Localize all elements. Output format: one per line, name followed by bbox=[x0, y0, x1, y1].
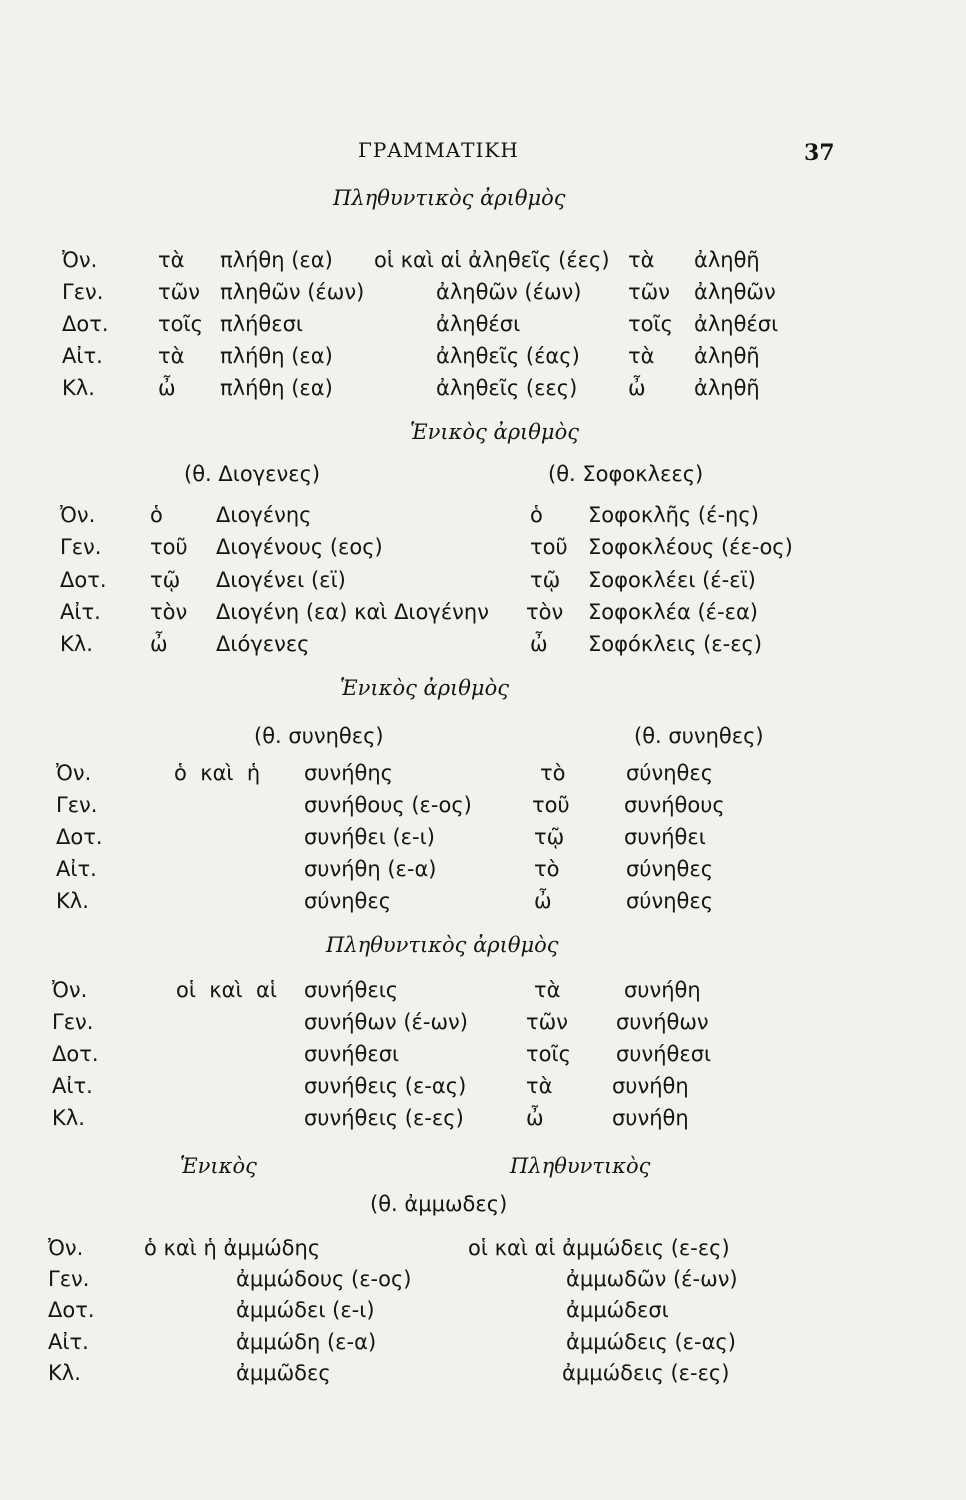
form: Διογένει (εϊ) bbox=[216, 568, 346, 592]
article: ὁ καὶ ἡ bbox=[174, 761, 261, 785]
case-label: Δοτ. bbox=[62, 312, 109, 336]
theme-note: (θ. Σοφοκλεες) bbox=[548, 462, 704, 486]
case-label: Γεν. bbox=[62, 280, 104, 304]
article: τὸ bbox=[540, 761, 566, 785]
case-label: Αἰτ. bbox=[62, 344, 103, 368]
form: οἱ καὶ αἱ ἀμμώδεις (ε-ες) bbox=[468, 1236, 730, 1260]
form: συνήθης bbox=[304, 761, 393, 785]
section-heading: Ἑνικὸς ἀριθμὸς bbox=[340, 676, 509, 700]
form: Σοφοκλέα (έ-εα) bbox=[588, 600, 758, 624]
form: συνήθων bbox=[616, 1010, 709, 1034]
form: ἀμμῶδες bbox=[236, 1361, 331, 1385]
article: τοῦ bbox=[532, 793, 570, 817]
form: ἀμμώδους (ε-ος) bbox=[236, 1267, 412, 1291]
case-label: Κλ. bbox=[62, 376, 95, 400]
case-label: Ὀν. bbox=[56, 761, 92, 785]
form: σύνηθες bbox=[626, 889, 714, 913]
case-label: Κλ. bbox=[60, 632, 93, 656]
case-label: Κλ. bbox=[48, 1361, 81, 1385]
form: οἱ καὶ αἱ ἀληθεῖς (έες) bbox=[374, 248, 610, 272]
case-label: Κλ. bbox=[56, 889, 89, 913]
form: Σοφόκλεις (ε-ες) bbox=[588, 632, 763, 656]
article: τὰ bbox=[526, 1074, 553, 1098]
form: πλήθεσι bbox=[220, 312, 303, 336]
article: οἱ καὶ αἱ bbox=[176, 978, 277, 1002]
theme-note: (θ. συνηθες) bbox=[634, 724, 764, 748]
article: τοῖς bbox=[158, 312, 203, 336]
case-label: Δοτ. bbox=[48, 1298, 95, 1322]
form: ἀμμώδεις (ε-ας) bbox=[566, 1330, 736, 1354]
form: ἀληθῆ bbox=[694, 376, 760, 400]
form: ἀμμώδεις (ε-ες) bbox=[562, 1361, 730, 1385]
form: ἀμμώδη (ε-α) bbox=[236, 1330, 377, 1354]
theme-note: (θ. συνηθες) bbox=[254, 724, 384, 748]
form: ἀμμωδῶν (έ-ων) bbox=[566, 1267, 738, 1291]
article: τὰ bbox=[628, 344, 655, 368]
form: Σοφοκλέους (έε-ος) bbox=[588, 535, 793, 559]
form: συνήθη (ε-α) bbox=[304, 857, 437, 881]
form: συνήθων (έ-ων) bbox=[304, 1010, 468, 1034]
article: τὸ bbox=[534, 857, 560, 881]
case-label: Κλ. bbox=[52, 1106, 85, 1130]
article: τῷ bbox=[150, 568, 181, 592]
form: πληθῶν (έων) bbox=[220, 280, 365, 304]
article: τῷ bbox=[534, 825, 565, 849]
form: συνήθη bbox=[612, 1106, 689, 1130]
form: συνήθει bbox=[624, 825, 706, 849]
form: συνήθη bbox=[624, 978, 701, 1002]
article: τῶν bbox=[158, 280, 200, 304]
form: Διόγενες bbox=[216, 632, 310, 656]
case-label: Αἰτ. bbox=[48, 1330, 89, 1354]
theme-note: (θ. ἀμμωδες) bbox=[370, 1192, 508, 1216]
form: Διογένης bbox=[216, 503, 312, 527]
section-heading: Ἑνικὸς ἀριθμὸς bbox=[410, 420, 579, 444]
form: ἀληθῆ bbox=[694, 248, 760, 272]
article: τοῦ bbox=[530, 535, 568, 559]
section-heading-singular: Ἑνικὸς bbox=[180, 1154, 257, 1178]
form: συνήθους bbox=[624, 793, 725, 817]
form: πλήθη (εα) bbox=[220, 376, 333, 400]
case-label: Ὀν. bbox=[48, 1236, 84, 1260]
form: Διογένους (εος) bbox=[216, 535, 383, 559]
form: συνήθεις (ε-ας) bbox=[304, 1074, 467, 1098]
form: πλήθη (εα) bbox=[220, 248, 333, 272]
form: ἀληθεῖς (έας) bbox=[436, 344, 580, 368]
article: τὰ bbox=[158, 344, 185, 368]
form: σύνηθες bbox=[304, 889, 392, 913]
article: τὰ bbox=[534, 978, 561, 1002]
article: ὦ bbox=[526, 1106, 544, 1130]
article: ὦ bbox=[530, 632, 548, 656]
case-label: Δοτ. bbox=[60, 568, 107, 592]
form: συνήθους (ε-ος) bbox=[304, 793, 472, 817]
running-header: ΓΡΑΜΜΑΤΙΚΗ bbox=[358, 138, 519, 162]
case-label: Αἰτ. bbox=[52, 1074, 93, 1098]
form: συνήθει (ε-ι) bbox=[304, 825, 435, 849]
article: ὦ bbox=[158, 376, 176, 400]
form: συνήθη bbox=[612, 1074, 689, 1098]
article: τοῦ bbox=[150, 535, 188, 559]
form: ἀμμώδει (ε-ι) bbox=[236, 1298, 375, 1322]
article: τῶν bbox=[526, 1010, 568, 1034]
case-label: Δοτ. bbox=[56, 825, 103, 849]
section-heading: Πληθυντικὸς ἀριθμὸς bbox=[333, 186, 566, 210]
case-label: Αἰτ. bbox=[60, 600, 101, 624]
form: ἀληθῶν bbox=[694, 280, 776, 304]
form: ἀληθέσι bbox=[694, 312, 779, 336]
form: ἀληθῶν (έων) bbox=[436, 280, 582, 304]
section-heading-plural: Πληθυντικὸς bbox=[510, 1154, 651, 1178]
form: πλήθη (εα) bbox=[220, 344, 333, 368]
article: τὰ bbox=[158, 248, 185, 272]
form: Σοφοκλῆς (έ-ης) bbox=[588, 503, 759, 527]
form: σύνηθες bbox=[626, 857, 714, 881]
form: συνήθεις (ε-ες) bbox=[304, 1106, 464, 1130]
case-label: Γεν. bbox=[56, 793, 98, 817]
case-label: Ὀν. bbox=[52, 978, 88, 1002]
article: τὰ bbox=[628, 248, 655, 272]
form: σύνηθες bbox=[626, 761, 714, 785]
form: ἀληθῆ bbox=[694, 344, 760, 368]
theme-note: (θ. Διογενες) bbox=[184, 462, 321, 486]
article: ὁ bbox=[530, 503, 543, 527]
form: ἀληθεῖς (εες) bbox=[436, 376, 578, 400]
case-label: Γεν. bbox=[48, 1267, 90, 1291]
article: τῷ bbox=[530, 568, 561, 592]
form: ὁ καὶ ἡ ἀμμώδης bbox=[144, 1236, 321, 1260]
article: τοῖς bbox=[526, 1042, 571, 1066]
form: Διογένη (εα) καὶ Διογένην bbox=[216, 600, 489, 624]
form: ἀμμώδεσι bbox=[566, 1298, 669, 1322]
section-heading: Πληθυντικὸς ἀριθμὸς bbox=[326, 933, 559, 957]
case-label: Γεν. bbox=[52, 1010, 94, 1034]
article: τὸν bbox=[150, 600, 188, 624]
case-label: Ὀν. bbox=[62, 248, 98, 272]
form: συνήθεσι bbox=[304, 1042, 400, 1066]
article: τοῖς bbox=[628, 312, 673, 336]
article: τὸν bbox=[526, 600, 564, 624]
form: συνήθεσι bbox=[616, 1042, 712, 1066]
case-label: Δοτ. bbox=[52, 1042, 99, 1066]
case-label: Γεν. bbox=[60, 535, 102, 559]
page-number: 37 bbox=[804, 140, 835, 166]
case-label: Αἰτ. bbox=[56, 857, 97, 881]
article: ὁ bbox=[150, 503, 163, 527]
article: ὦ bbox=[150, 632, 168, 656]
form: ἀληθέσι bbox=[436, 312, 521, 336]
form: Σοφοκλέει (έ-εϊ) bbox=[588, 568, 756, 592]
article: ὦ bbox=[628, 376, 646, 400]
form: συνήθεις bbox=[304, 978, 399, 1002]
article: τῶν bbox=[628, 280, 670, 304]
case-label: Ὀν. bbox=[60, 503, 96, 527]
article: ὦ bbox=[534, 889, 552, 913]
